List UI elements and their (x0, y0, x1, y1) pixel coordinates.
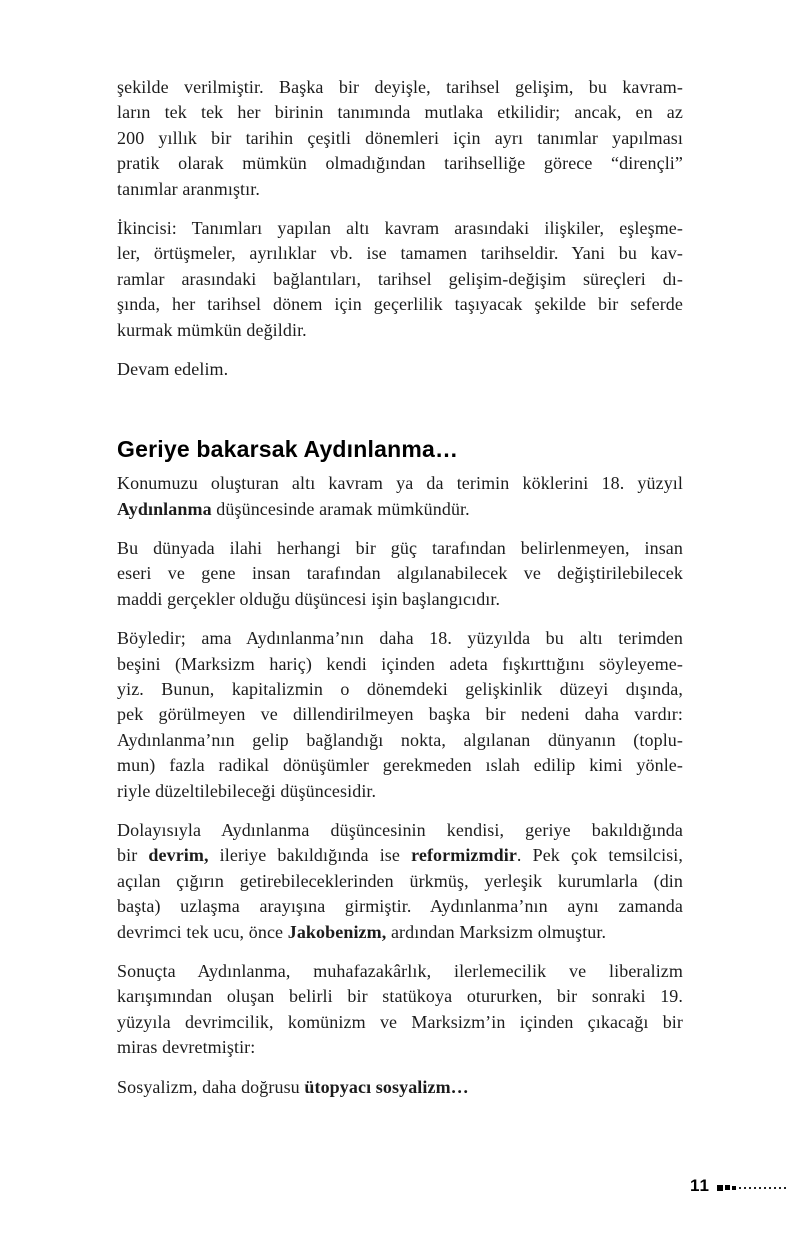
text-line: karışımından oluşan belirli bir statükoya otururken, bir sonraki 19. (117, 986, 683, 1007)
text-line: şında, her tarihsel dönem için geçerlilik taşıyacak şekilde bir seferde (117, 294, 683, 315)
paragraph (117, 357, 683, 382)
text-line: Bu dünyada ilahi herhangi bir güç tarafından belirlenmeyen, insan (117, 538, 683, 559)
text-line: Sosyalizm, daha doğrusu ütopyacı sosyalizm… (117, 1076, 469, 1097)
paragraph (117, 536, 683, 612)
text-line: pek görülmeyen ve dillendirilmeyen başka bir nedeni daha vardır: (117, 704, 683, 725)
page-number-ornament-icon (717, 1185, 786, 1191)
text-line: eseri ve gene insan tarafından algılanabilecek ve değiştirilebilecek (117, 563, 683, 584)
text-line: ların tek tek her birinin tanımında mutlaka etkilidir; ancak, en az (117, 102, 683, 123)
text-line: ler, örtüşmeler, ayrılıklar vb. ise tamamen tarihseldir. Yani bu kav- (117, 243, 683, 264)
text-line: yüzyıla devrimcilik, komünizm ve Marksizm’in içinden çıkacağı bir (117, 1011, 683, 1032)
text-line: bir devrim, ileriye bakıldığında ise reformizmdir. Pek çok temsilcisi, (117, 845, 683, 866)
text-line: tanımlar aranmıştır. (117, 178, 260, 199)
paragraph (117, 75, 683, 202)
page-footer (690, 1176, 786, 1196)
paragraph (117, 1075, 683, 1100)
paragraph (117, 626, 683, 804)
text-line: ramlar arasındaki bağlantıları, tarihsel gelişim-değişim süreçleri dı- (117, 268, 683, 289)
text-block (117, 75, 683, 1114)
text-line: Dolayısıyla Aydınlanma düşüncesinin kendisi, geriye bakıldığında (117, 819, 683, 840)
text-line: miras devretmiştir: (117, 1037, 256, 1058)
page-number: 11 (690, 1176, 710, 1195)
paragraph (117, 959, 683, 1061)
text-line: pratik olarak mümkün olmadığından tarihselliğe görece “dirençli” (117, 153, 683, 174)
text-line: Devam edelim. (117, 358, 229, 379)
text-line: maddi gerçekler olduğu düşüncesi işin başlangıcıdır. (117, 588, 501, 609)
text-line: Konumuzu oluşturan altı kavram ya da terimin köklerini 18. yüzyıl (117, 473, 683, 494)
text-line: başta) uzlaşma arayışına girmiştir. Aydınlanma’nın aynı zamanda (117, 896, 683, 917)
text-line: beşini (Marksizm hariç) kendi içinden adeta fışkırttığını söyleyeme- (117, 653, 683, 674)
text-line: Böyledir; ama Aydınlanma’nın daha 18. yüzyılda bu altı terimden (117, 628, 683, 649)
text-line: yiz. Bunun, kapitalizmin o dönemdeki gelişkinlik düzeyi dışında, (117, 679, 683, 700)
text-line: açılan çığırın getirebileceklerinden ürkmüş, yerleşik kurumlarla (din (117, 870, 683, 891)
text-line: kurmak mümkün değildir. (117, 319, 307, 340)
text-line: Aydınlanma’nın gelip bağlandığı nokta, algılanan dünyanın (toplu- (117, 729, 683, 750)
section-heading: Geriye bakarsak Aydınlanma… (117, 436, 459, 463)
text-line: Sonuçta Aydınlanma, muhafazakârlık, ilerlemecilik ve liberalizm (117, 960, 683, 981)
paragraph (117, 216, 683, 343)
paragraph (117, 471, 683, 522)
text-line: şekilde verilmiştir. Başka bir deyişle, tarihsel gelişim, bu kavram- (117, 77, 683, 97)
text-line: mun) fazla radikal dönüşümler gerekmeden ıslah edilip kimi yönle- (117, 755, 683, 776)
text-line: İkincisi: Tanımları yapılan altı kavram arasındaki ilişkiler, eşleşme- (117, 217, 683, 238)
text-line: devrimci tek ucu, önce Jakobenizm, ardından Marksizm olmuştur. (117, 921, 607, 942)
text-line: Aydınlanma düşüncesinde aramak mümkündür. (117, 498, 470, 519)
text-line: 200 yıllık bir tarihin çeşitli dönemleri için ayrı tanımlar yapılması (117, 127, 683, 148)
text-line: riyle düzeltilebileceği düşüncesidir. (117, 780, 377, 801)
paragraph (117, 818, 683, 945)
